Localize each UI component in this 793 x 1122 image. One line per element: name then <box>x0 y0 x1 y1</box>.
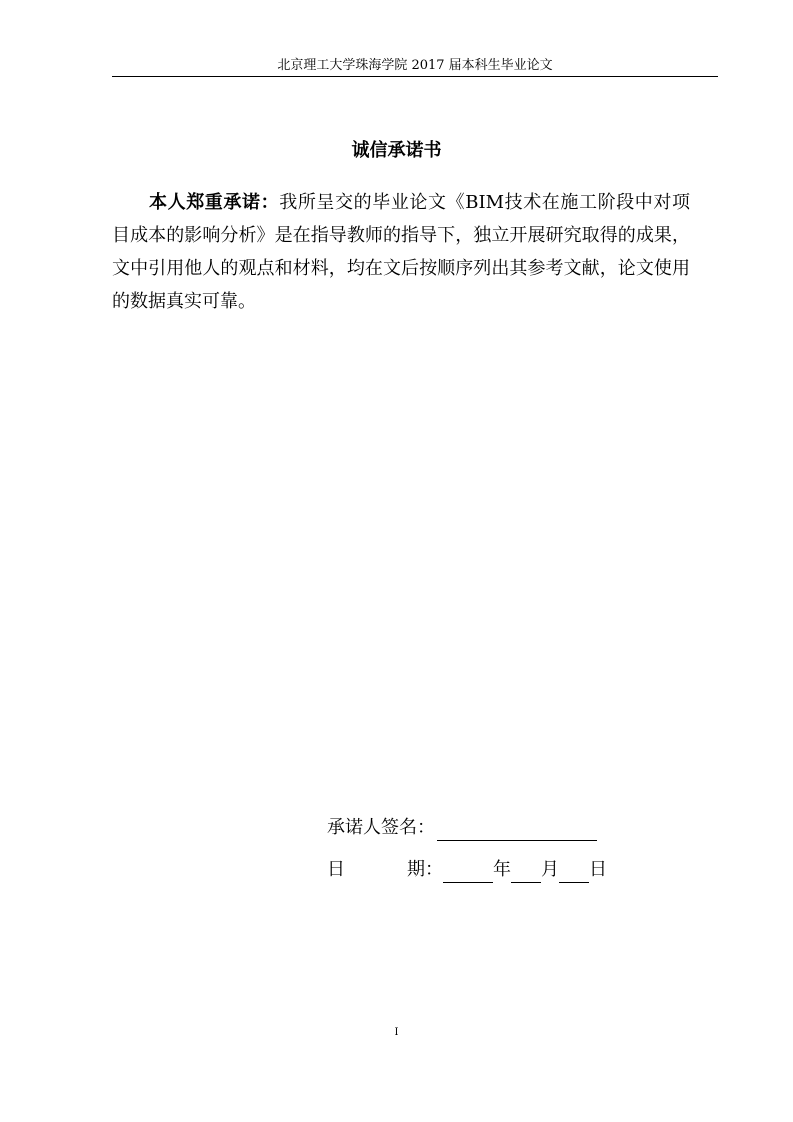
pledge-paragraph <box>112 186 690 318</box>
pledge-lead: 本人郑重承诺： <box>149 192 280 213</box>
signer-label: 承诺人签名： <box>327 817 435 838</box>
day-unit: 日 <box>589 859 607 880</box>
year-blank[interactable] <box>443 860 493 883</box>
date-label-right: 期： <box>407 859 443 880</box>
month-unit: 月 <box>541 859 559 880</box>
year-unit: 年 <box>493 859 511 880</box>
pledge-body: 我所呈交的毕业论文《BIM技术在施工阶段中对项目成本的影响分析》是在指导教师的指导下，独立开展研究取得的成果，文中引用他人的观点和材料，均在文后按顺序列出其参考文献，论文使用的数据真实可靠。 <box>112 192 690 312</box>
date-row <box>327 857 607 883</box>
page-title: 诚信承诺书 <box>351 140 442 161</box>
signature-line[interactable] <box>437 818 597 841</box>
date-label-left: 日 <box>327 859 345 880</box>
day-blank[interactable] <box>559 860 589 883</box>
header-rule <box>112 76 718 77</box>
page-number: I <box>394 1027 399 1038</box>
running-header: 北京理工大学珠海学院 2017 届本科生毕业论文 <box>277 58 553 73</box>
signer-row <box>327 815 597 841</box>
month-blank[interactable] <box>511 860 541 883</box>
